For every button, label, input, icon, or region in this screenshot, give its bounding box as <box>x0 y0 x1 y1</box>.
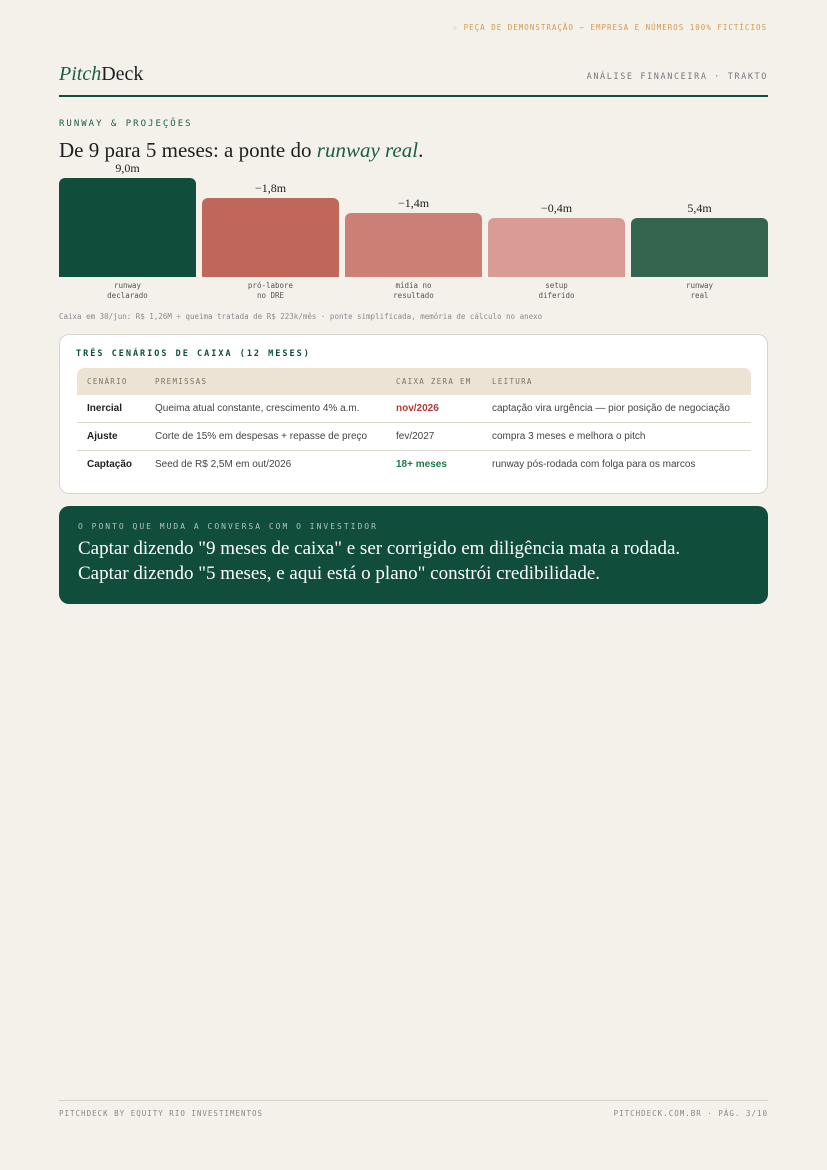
scenario-cash-zero: fev/2027 <box>396 431 435 442</box>
bar-category-line: diferido <box>538 291 575 300</box>
chart-footnote: Caixa em 30/jun: R$ 1,26M ÷ queima tratada de R$ 223k/mês · ponte simplificada, memória de cálculo no anexo <box>59 312 543 321</box>
bar-value-label: 5,4m <box>687 200 712 215</box>
bar-column <box>345 155 482 305</box>
table-row <box>77 395 751 423</box>
bar-category-line: no DRE <box>256 291 285 300</box>
bar <box>631 218 768 277</box>
bar-category-label <box>631 281 768 301</box>
bar-category-line: mídia no <box>395 281 432 290</box>
bar <box>345 213 482 277</box>
scenarios-card <box>59 334 768 494</box>
section-label: RUNWAY & PROJEÇÕES <box>59 119 193 129</box>
scenario-premises: Seed de R$ 2,5M em out/2026 <box>155 459 292 470</box>
callout-label: O PONTO QUE MUDA A CONVERSA COM O INVESTIDOR <box>78 522 378 531</box>
bar-category-label <box>59 281 196 301</box>
bar-category-label <box>345 281 482 301</box>
bar-column <box>202 155 339 305</box>
logo-italic: Pitch <box>59 63 102 85</box>
investor-callout <box>59 506 768 604</box>
bar-value-label: −1,4m <box>397 196 430 211</box>
demo-disclaimer: ☆ PEÇA DE DEMONSTRAÇÃO — EMPRESA E NÚMEROS 100% FICTÍCIOS <box>452 23 767 32</box>
scenarios-table <box>77 368 751 479</box>
bar-category-line: pró-labore <box>247 281 294 290</box>
bar-category-line: runway <box>685 281 714 290</box>
bar-category-line: resultado <box>393 291 434 300</box>
title-emphasis: runway real <box>316 138 419 162</box>
bar <box>59 178 196 277</box>
scenario-premises: Corte de 15% em despesas + repasse de preço <box>155 431 368 442</box>
page-footer <box>59 1100 768 1120</box>
bar-value-label: −1,8m <box>254 180 287 195</box>
bar <box>488 218 625 277</box>
title-suffix: . <box>418 138 424 162</box>
pitchdeck-logo[interactable] <box>59 63 143 86</box>
header-leitura: LEITURA <box>492 377 533 386</box>
scenario-reading: runway pós-rodada com folga para os marcos <box>492 459 696 470</box>
bar-category-line: runway <box>113 281 142 290</box>
footer-left: PITCHDECK BY EQUITY RIO INVESTIMENTOS <box>59 1109 264 1118</box>
scenario-cash-zero: 18+ meses <box>396 459 447 470</box>
scenario-reading: captação vira urgência — pior posição de negociação <box>492 403 730 414</box>
bar-column <box>488 155 625 305</box>
scenario-name: Inercial <box>87 403 123 414</box>
bar-category-line: real <box>690 291 709 300</box>
bar-category-line: declarado <box>107 291 148 300</box>
scenario-name: Ajuste <box>87 431 118 442</box>
table-header <box>77 368 751 395</box>
bar-value-label: −0,4m <box>540 200 573 215</box>
scenario-premises: Queima atual constante, crescimento 4% a.m. <box>155 403 360 414</box>
bar <box>202 198 339 277</box>
page-header <box>59 60 768 97</box>
logo-regular: Deck <box>101 63 144 85</box>
header-cenario: CENÁRIO <box>87 377 128 386</box>
scenario-reading: compra 3 meses e melhora o pitch <box>492 431 646 442</box>
bar-category-label <box>488 281 625 301</box>
header-premissas: PREMISSAS <box>155 377 208 386</box>
table-row <box>77 423 751 451</box>
bar-category-line: setup <box>545 281 568 290</box>
bar-category-label <box>202 281 339 301</box>
table-row <box>77 451 751 479</box>
scenario-name: Captação <box>87 459 133 470</box>
footer-page-info: PITCHDECK.COM.BR · PÁG. 3/10 <box>613 1109 768 1118</box>
scenarios-title: TRÊS CENÁRIOS DE CAIXA (12 MESES) <box>76 349 311 359</box>
callout-line-2: Captar dizendo "5 meses, e aqui está o plano" constrói credibilidade. <box>78 563 601 584</box>
header-context: ANÁLISE FINANCEIRA · TRAKTO <box>586 72 768 82</box>
runway-bridge-chart <box>59 155 768 305</box>
callout-line-1: Captar dizendo "9 meses de caixa" e ser corrigido em diligência mata a rodada. <box>78 538 681 559</box>
bar-column <box>631 155 768 305</box>
bar-value-label: 9,0m <box>115 161 140 175</box>
scenario-cash-zero: nov/2026 <box>396 403 439 414</box>
bar-column <box>59 155 196 305</box>
title-prefix: De 9 para 5 meses: a ponte do <box>59 138 317 162</box>
header-caixa-zera: CAIXA ZERA EM <box>396 377 472 386</box>
